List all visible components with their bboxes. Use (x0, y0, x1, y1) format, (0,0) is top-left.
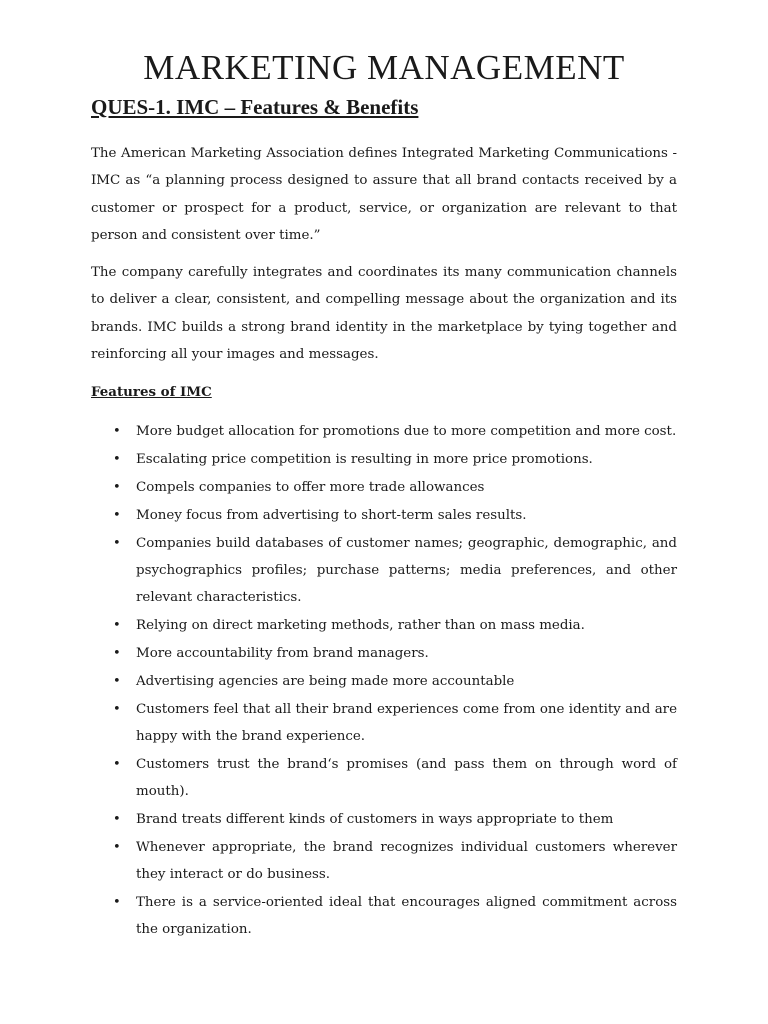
list-item (91, 502, 677, 529)
list-item-text: Escalating price competition is resulting in more price promotions. (136, 451, 593, 467)
list-item (91, 418, 677, 445)
list-item-text: Advertising agencies are being made more accountable (136, 673, 515, 689)
list-item (91, 751, 677, 806)
list-item-text: Customers feel that all their brand experiences come from one identity and are happy with the brand experience. (136, 701, 677, 745)
bullet-icon: • (113, 507, 121, 523)
list-item-text: More accountability from brand managers. (136, 645, 429, 661)
paragraph-ama-definition: The American Marketing Association defines Integrated Marketing Communications - IMC as “a planning process designed to assure that all brand contacts received by a customer or prospect for a product, service, or organization are relevant to that person and consistent over time.” (91, 146, 677, 243)
list-item (91, 668, 677, 695)
document-title: MARKETING MANAGEMENT (143, 48, 625, 87)
bullet-icon: • (113, 451, 121, 467)
list-item (91, 696, 677, 751)
list-item (91, 806, 677, 833)
list-item (91, 640, 677, 667)
list-item-text: More budget allocation for promotions due to more competition and more cost. (136, 424, 677, 439)
bullet-icon: • (113, 535, 121, 551)
bullet-icon: • (113, 479, 121, 495)
features-heading: Features of IMC (91, 384, 212, 400)
list-item-text: There is a service-oriented ideal that encourages aligned commitment across the organization. (136, 895, 677, 938)
bullet-icon: • (113, 895, 121, 911)
list-item (91, 474, 677, 501)
list-item-text: Whenever appropriate, the brand recognizes individual customers wherever they interact or do business. (136, 839, 677, 883)
paragraph-imc-description: The company carefully integrates and coordinates its many communication channels to deliver a clear, consistent, and compelling message about the organization and its brands. IMC builds a strong brand identity in the marketplace by tying together and reinforcing all your images and messages. (91, 265, 677, 362)
question-heading: QUES-1. IMC – Features & Benefits (91, 95, 419, 119)
list-item (91, 834, 677, 889)
list-item-text: Money focus from advertising to short-term sales results. (136, 507, 527, 523)
list-item (91, 612, 677, 639)
list-item (91, 446, 677, 473)
bullet-icon: • (113, 618, 121, 634)
list-item-text: Relying on direct marketing methods, rather than on mass media. (136, 618, 585, 634)
bullet-icon: • (113, 701, 121, 717)
list-item-text: Brand treats different kinds of customers in ways appropriate to them (136, 812, 614, 828)
list-item-text: Compels companies to offer more trade allowances (136, 479, 485, 495)
bullet-icon: • (113, 673, 121, 689)
bullet-icon: • (113, 839, 121, 855)
list-item (91, 530, 677, 612)
bullet-icon: • (113, 424, 121, 439)
list-item-text: Customers trust the brand‘s promises (and pass them on through word of mouth). (136, 756, 677, 800)
bullet-icon: • (113, 812, 121, 828)
list-item (91, 889, 677, 944)
list-item-text: Companies build databases of customer names; geographic, demographic, and psychographics profiles; purchase patterns; media preferences, and other relevant characteristics. (136, 535, 677, 606)
features-list (91, 418, 677, 944)
bullet-icon: • (113, 756, 121, 772)
bullet-icon: • (113, 645, 121, 661)
